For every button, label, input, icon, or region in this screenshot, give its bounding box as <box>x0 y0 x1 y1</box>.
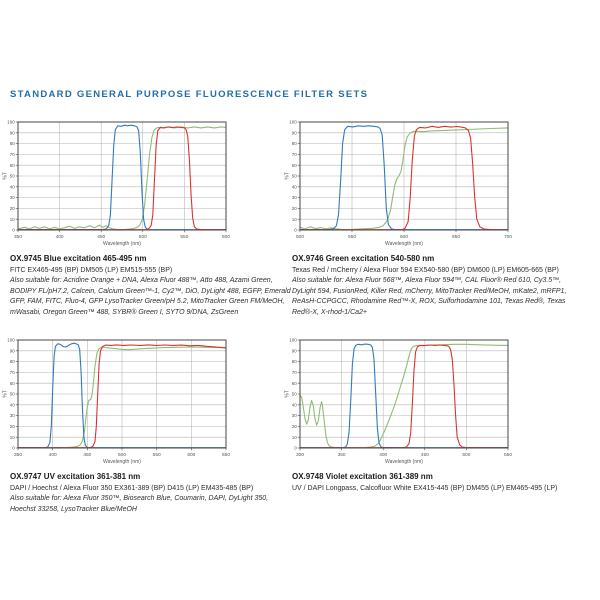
set-also-suitable: Also suitable for: Alexa Fluor 568™, Alexa Fluor 594™, CAL Fluor® Red 610, Cy3.5™, DyLight 594, FusionRed, Killer Red, mCherry, MitoTracker Red/MeOH, mKate2, mRFP1, ReAsH-CCPGCC, Rhodamine Red™-X, ROX, Sulforhodamine 101, Texas Red®, Texas Red®-X, X-rhod-1/Ca2+ <box>292 277 567 316</box>
set-text-ox9745 <box>2 252 292 318</box>
x-tick-label: 500 <box>295 235 305 240</box>
y-tick-label: 50 <box>291 173 297 179</box>
x-tick-label: 450 <box>420 453 429 458</box>
y-tick-label: 60 <box>9 162 15 168</box>
x-tick-label: 700 <box>503 235 513 240</box>
y-tick-label: 0 <box>294 445 297 451</box>
y-tick-label: 100 <box>7 119 15 125</box>
x-axis-label: Wavelength (nm) <box>385 241 423 247</box>
y-tick-label: 100 <box>7 337 15 343</box>
set-heading: OX.9748 Violet excitation 361-389 nm <box>292 472 433 481</box>
y-tick-label: 30 <box>291 195 297 201</box>
y-tick-label: 70 <box>9 370 15 375</box>
y-tick-label: 90 <box>9 348 15 354</box>
x-tick-label: 550 <box>503 453 513 458</box>
y-tick-label: 50 <box>9 173 15 179</box>
x-tick-label: 600 <box>399 235 409 240</box>
y-tick-label: 40 <box>291 402 297 408</box>
spectrum-chart-ox9745 <box>2 118 242 252</box>
excitation-465-495-curve <box>18 125 226 230</box>
y-tick-label: 10 <box>9 216 15 222</box>
y-tick-label: 50 <box>9 391 15 397</box>
set-heading: OX.9745 Blue excitation 465-495 nm <box>10 254 147 263</box>
y-tick-label: 40 <box>291 184 297 190</box>
x-tick-label: 550 <box>152 453 161 458</box>
y-tick-label: 80 <box>291 141 297 147</box>
x-tick-label: 650 <box>221 453 231 458</box>
dichroic-DM505-curve <box>18 127 226 230</box>
x-tick-label: 550 <box>347 235 357 240</box>
x-tick-label: 350 <box>13 235 23 240</box>
y-tick-label: 0 <box>12 445 15 451</box>
x-axis-label: Wavelength (nm) <box>103 241 141 247</box>
emission-515-555-curve <box>18 127 226 230</box>
set-also-suitable: Also suitable for: Acridine Orange + DNA, Alexa Fluor 488™, Atto 488, Azami Green, BODIPY FL/pH7.2, Calcein, Calcium Green™-1, Cy2™, DiO, DyLight 488, EGFP, Emerald GFP, FAM, FITC, Fluo-4, GFP LysoTracker Green/pH 5.2, MitoTracker Green FM/MeOH, mWasabi, Oregon Green™ 488, SYBR® Green I, SYTO 9/DNA, ZsGreen <box>10 277 291 316</box>
x-tick-label: 500 <box>117 453 127 458</box>
set-filter-spec: FITC EX465-495 (BP) DM505 (LP) EM515-555 (BP) <box>10 266 173 274</box>
y-axis-label: %T <box>2 172 9 180</box>
y-axis-label: %T <box>284 172 291 180</box>
spectrum-chart-ox9748 <box>284 336 524 470</box>
filter-set-ox9745 <box>2 118 304 318</box>
spectrum-chart-ox9747 <box>2 336 242 470</box>
y-tick-label: 70 <box>291 370 297 375</box>
x-axis-label: Wavelength (nm) <box>103 459 141 465</box>
x-tick-label: 600 <box>187 453 196 458</box>
x-tick-label: 500 <box>462 453 471 458</box>
y-tick-label: 50 <box>291 391 297 397</box>
set-text-ox9747 <box>2 470 292 515</box>
set-filter-spec: Texas Red / mCherry / Alexa Fluor 594 EX540-580 (BP) DM600 (LP) EM605-665 (BP) <box>292 266 559 274</box>
y-tick-label: 10 <box>9 434 15 440</box>
x-tick-label: 400 <box>379 453 388 458</box>
excitation-361-389-curve <box>300 344 508 448</box>
y-tick-label: 0 <box>294 227 297 233</box>
set-filter-spec: UV / DAPI Longpass, Calcofluor White EX415-445 (BP) DM455 (LP) EM465-495 (LP) <box>292 484 558 492</box>
x-tick-label: 550 <box>180 235 189 240</box>
y-tick-label: 40 <box>9 184 15 190</box>
y-axis-label: %T <box>2 390 9 398</box>
filter-set-ox9748 <box>284 336 586 494</box>
page-title: STANDARD GENERAL PURPOSE FLUORESCENCE FILTER SETS <box>10 89 369 100</box>
y-tick-label: 80 <box>291 359 297 365</box>
x-tick-label: 450 <box>97 235 106 240</box>
set-filter-spec: DAPI / Hoechst / Alexa Fluor 350 EX361-389 (BP) D415 (LP) EM435-485 (BP) <box>10 484 254 492</box>
set-also-suitable: Also suitable for: Alexa Fluor 350™, Biosearch Blue, Coumarin, DAPI, DyLight 350, Hoechst 33258, LysoTracker Blue/MeOH <box>10 495 269 513</box>
y-tick-label: 10 <box>291 216 297 222</box>
set-heading: OX.9747 UV excitation 361-381 nm <box>10 472 141 481</box>
set-text-ox9746 <box>284 252 586 318</box>
x-tick-label: 300 <box>295 453 305 458</box>
x-tick-label: 400 <box>55 235 64 240</box>
y-tick-label: 70 <box>291 152 297 157</box>
y-tick-label: 60 <box>9 380 15 386</box>
x-tick-label: 650 <box>451 235 461 240</box>
y-tick-label: 60 <box>291 162 297 168</box>
y-tick-label: 30 <box>291 413 297 419</box>
y-tick-label: 10 <box>291 434 297 440</box>
x-tick-label: 600 <box>221 235 231 240</box>
x-tick-label: 400 <box>48 453 57 458</box>
y-tick-label: 100 <box>289 119 297 125</box>
y-tick-label: 80 <box>9 141 15 147</box>
dichroic-DM455-curve <box>300 344 508 447</box>
x-tick-label: 500 <box>138 235 147 240</box>
y-tick-label: 20 <box>9 206 15 211</box>
x-tick-label: 350 <box>337 453 346 458</box>
y-tick-label: 90 <box>9 130 15 136</box>
y-tick-label: 30 <box>9 413 15 419</box>
x-axis-label: Wavelength (nm) <box>385 459 423 465</box>
filter-set-ox9746 <box>284 118 586 318</box>
x-tick-label: 350 <box>13 453 23 458</box>
emission-435-485-curve <box>300 345 508 448</box>
y-axis-label: %T <box>284 390 291 398</box>
y-tick-label: 20 <box>291 424 297 429</box>
x-tick-label: 450 <box>83 453 92 458</box>
y-tick-label: 30 <box>9 195 15 201</box>
y-tick-label: 20 <box>291 206 297 211</box>
set-heading: OX.9746 Green excitation 540-580 nm <box>292 254 435 263</box>
y-tick-label: 80 <box>9 359 15 365</box>
y-tick-label: 90 <box>291 348 297 354</box>
y-tick-label: 70 <box>9 152 15 157</box>
y-tick-label: 60 <box>291 380 297 386</box>
filter-set-ox9747 <box>2 336 304 515</box>
spectrum-chart-ox9746 <box>284 118 524 252</box>
y-tick-label: 90 <box>291 130 297 136</box>
y-tick-label: 20 <box>9 424 15 429</box>
y-tick-label: 40 <box>9 402 15 408</box>
y-tick-label: 100 <box>289 337 297 343</box>
y-tick-label: 0 <box>12 227 15 233</box>
set-text-ox9748 <box>284 470 586 494</box>
